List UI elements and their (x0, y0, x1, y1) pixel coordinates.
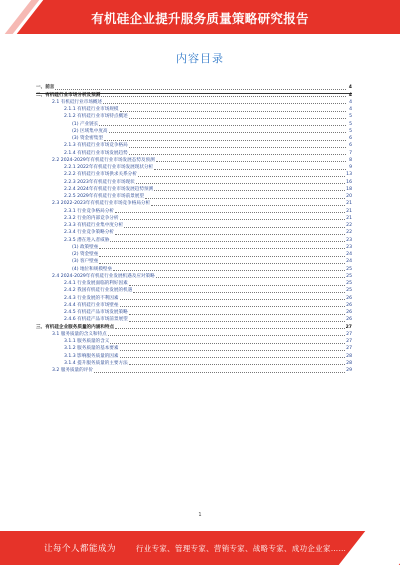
toc-entry-page: 25 (346, 288, 352, 294)
toc-entry[interactable] (36, 193, 352, 200)
toc-entry-label: 2.3 2022-2023年有机硅行业市场竞争格局分析 (52, 201, 151, 207)
report-header (0, 0, 400, 34)
toc-entry-label: 2.4.2 我国有机硅行业发展的机遇 (64, 288, 133, 294)
toc-leader-dots (115, 211, 345, 213)
toc-leader-dots (151, 204, 345, 206)
toc-leader-dots (120, 298, 346, 300)
toc-entry-label: 2.2 2024-2029年有机硅行业市场发展态势及预测 (52, 157, 155, 163)
toc-entry-page: 4 (348, 85, 352, 91)
toc-entry-page: 4 (349, 107, 352, 112)
toc-entry-page: 26 (346, 310, 352, 315)
toc-entry-page: 22 (346, 223, 352, 228)
toc-leader-dots (99, 247, 345, 249)
toc-entry-page: 21 (346, 201, 352, 207)
toc-entry-page: 27 (346, 339, 352, 344)
toc-entry[interactable] (36, 280, 352, 287)
toc-leader-dots (129, 313, 345, 315)
toc-leader-dots (109, 131, 346, 133)
report-title: 有机硅企业提升服务质量策略研究报告 (91, 11, 309, 26)
toc-leader-dots (129, 320, 345, 322)
toc-entry[interactable] (36, 316, 352, 323)
toc-entry-label: 2.4.5 有机硅产品市场发展策略 (64, 310, 128, 315)
toc-entry[interactable] (36, 345, 352, 352)
toc-leader-dots (101, 95, 346, 97)
toc-entry-label: 2.4 2024-2029年有机硅行业发展机遇及应对策略 (52, 273, 155, 279)
toc-entry-page: 7 (349, 150, 352, 156)
toc-entry-page: 22 (346, 230, 352, 236)
toc-entry-page: 24 (346, 259, 352, 265)
toc-entry[interactable] (36, 222, 352, 229)
footer-tags: 行业专家、管理专家、营销专家、战略专家、成功企业家…… (136, 544, 347, 553)
toc-entry-page: 25 (346, 281, 352, 286)
toc-entry-page: 28 (346, 353, 352, 359)
toc-entry-label: 2.2.3 2023年有机硅行业市场现状 (64, 179, 135, 185)
toc-entry[interactable] (36, 128, 352, 135)
toc-entry-label: (1) 产业链长 (72, 121, 99, 127)
toc-entry[interactable] (36, 302, 352, 309)
toc-entry-page: 4 (349, 99, 352, 105)
toc-entry[interactable] (36, 186, 352, 193)
toc-entry[interactable] (36, 207, 352, 214)
toc-entry[interactable] (36, 367, 352, 374)
toc-leader-dots (115, 327, 344, 329)
toc-leader-dots (99, 262, 345, 264)
toc-entry-label: 2.2.5 2029年有机硅行业市场前景展望 (64, 194, 144, 199)
toc-entry-label: 2.1.3 有机硅行业市场竞争格局 (64, 143, 128, 149)
toc-entry-label: 2.2.1 2022年有机硅行业市场发展现状分析 (64, 165, 154, 170)
toc-leader-dots (129, 284, 345, 286)
toc-entry[interactable] (36, 142, 352, 149)
toc-entry[interactable] (36, 106, 352, 113)
toc-entry-label: 2.4.1 行业发展面临的利好因素 (64, 281, 128, 286)
toc-entry[interactable] (36, 352, 352, 359)
toc-leader-dots (55, 88, 346, 90)
toc-entry-label: 2.1.4 有机硅行业市场发展趋势 (64, 150, 128, 156)
toc-leader-dots (129, 363, 345, 365)
toc-leader-dots (108, 334, 345, 336)
toc-entry-label: (3) 客户壁垒 (72, 259, 99, 265)
toc-entry-page: 5 (349, 114, 352, 120)
toc-leader-dots (120, 218, 346, 220)
toc-entry-page: 20 (346, 194, 352, 199)
toc-entry-page: 27 (346, 346, 352, 352)
toc-entry[interactable] (36, 331, 352, 338)
toc-leader-dots (120, 110, 347, 112)
toc-leader-dots (110, 240, 345, 242)
toc-heading: 内容目录 (176, 52, 224, 65)
toc-entry[interactable] (36, 251, 352, 258)
page-number: 1 (198, 512, 202, 518)
toc-entry-label: 3.1.4 提升服务质量的主要方法 (64, 360, 128, 366)
toc-entry[interactable] (36, 244, 352, 251)
toc-leader-dots (120, 349, 346, 351)
toc-entry[interactable] (36, 157, 352, 164)
toc-entry-label: (4) 地位和规模壁垒 (72, 266, 113, 272)
toc-leader-dots (156, 160, 346, 162)
toc-entry-label: 2.1.2 有机硅行业市场特点概述 (64, 114, 128, 120)
toc-leader-dots (94, 371, 345, 373)
toc-entry-label: 3.1.3 影响服务质量的因素 (64, 353, 119, 359)
toc-leader-dots (124, 226, 345, 228)
toc-leader-dots (103, 102, 346, 104)
toc-leader-dots (136, 182, 345, 184)
toc-entry-page: 27 (346, 331, 352, 337)
toc-entry-label: 3.1.1 服务质量的含义 (64, 339, 110, 344)
toc-leader-dots (110, 342, 345, 344)
toc-entry[interactable] (36, 294, 352, 301)
toc-entry-page: 9 (349, 165, 352, 170)
report-footer (0, 531, 400, 565)
toc-entry-page: 25 (346, 266, 352, 272)
toc-entry[interactable] (36, 178, 352, 185)
toc-entry-page: 27 (345, 324, 352, 330)
toc-entry-page: 24 (346, 252, 352, 257)
toc-entry-label: (2) 区域集中度高 (72, 128, 108, 134)
toc-entry[interactable] (36, 99, 352, 106)
toc-entry-label: 3.2 服务质量的评价 (52, 368, 93, 373)
toc-entry-page: 23 (346, 244, 352, 250)
toc-entry-label: 2.2.2 有机硅行业市场供求关系分析 (64, 172, 137, 178)
toc-entry-page: 28 (346, 360, 352, 366)
toc-entry-label: 3.1.2 服务质量的基本要素 (64, 346, 119, 352)
toc-entry-page: 5 (349, 128, 352, 134)
toc-entry[interactable] (36, 360, 352, 367)
toc-entry-label: 2.4.4 有机硅行业市场壁垒 (64, 302, 119, 308)
toc-entry[interactable] (36, 149, 352, 156)
toc-leader-dots (129, 146, 346, 148)
toc-leader-dots (99, 124, 346, 126)
toc-leader-dots (120, 305, 346, 307)
toc-entry-label: 2.3.3 有机硅行业集中度分析 (64, 223, 124, 228)
toc-entry[interactable] (36, 229, 352, 236)
toc-entry-page: 5 (349, 121, 352, 127)
toc-entry[interactable] (36, 200, 352, 207)
toc-leader-dots (120, 356, 346, 358)
toc-entry[interactable] (36, 135, 352, 142)
toc-entry-label: 3.1 服务质量的含义和特点 (52, 331, 107, 337)
toc-entry-page: 26 (346, 295, 352, 301)
toc-entry-label: 一、前言 (36, 85, 55, 91)
toc-leader-dots (115, 233, 345, 235)
toc-entry[interactable] (36, 171, 352, 178)
toc-entry-label: 2.3.4 行业竞争策略分析 (64, 230, 114, 236)
toc-leader-dots (99, 255, 345, 257)
toc-entry-page: 8 (349, 157, 352, 163)
toc-entry[interactable] (36, 287, 352, 294)
toc-entry[interactable] (36, 164, 352, 171)
toc-entry-label: 2.4.6 有机硅产品市场前景展望 (64, 317, 128, 323)
toc-entry-label: 2.1.1 有机硅行业市场规模 (64, 107, 119, 112)
toc-entry-label: (2) 资金壁垒 (72, 252, 99, 257)
toc-entry-label: 2.3.1 行业竞争格局分析 (64, 208, 114, 214)
toc-entry[interactable] (36, 215, 352, 222)
toc-entry-label: (3) 资金密集型 (72, 136, 103, 141)
toc-leader-dots (154, 189, 345, 191)
toc-entry-page: 16 (346, 179, 352, 185)
toc-entry[interactable] (36, 84, 352, 91)
toc-entry-page: 21 (346, 208, 352, 214)
toc-entry-page: 18 (346, 186, 352, 192)
toc-leader-dots (154, 168, 346, 170)
toc-entry[interactable] (36, 265, 352, 272)
toc-entry-label: 二、有机硅行业市场分析及预测 (36, 92, 101, 98)
toc-entry[interactable] (36, 113, 352, 120)
toc-entry[interactable] (36, 323, 352, 330)
toc-entry-label: 三、有机硅企业服务质量的内涵和特点 (36, 324, 115, 330)
toc-entry-page: 6 (349, 136, 352, 141)
toc-entry-label: 2.4.3 行业发展的不利因素 (64, 295, 119, 301)
toc-entry-label: 2.3.2 行业的内部竞争分析 (64, 215, 119, 221)
footer-slogan: 让每个人都能成为 (44, 544, 117, 554)
toc-entry[interactable] (36, 258, 352, 265)
toc-entry-page: 6 (349, 143, 352, 149)
toc-entry-label: 2.2.4 2024年有机硅行业市场发展趋势预测 (64, 186, 154, 192)
toc-entry-page: 25 (346, 273, 352, 279)
table-of-contents (36, 84, 352, 374)
toc-entry-page: 21 (346, 215, 352, 221)
toc-entry[interactable] (36, 338, 352, 345)
toc-entry-page: 23 (346, 237, 352, 243)
toc-leader-dots (129, 153, 346, 155)
toc-entry[interactable] (36, 309, 352, 316)
toc-leader-dots (156, 276, 345, 278)
toc-entry-page: 26 (346, 317, 352, 323)
toc-entry-label: (1) 政策壁垒 (72, 244, 99, 250)
toc-entry-page: 4 (348, 92, 352, 98)
toc-entry[interactable] (36, 91, 352, 98)
toc-entry-page: 29 (346, 368, 352, 373)
toc-entry-page: 26 (346, 302, 352, 308)
toc-leader-dots (113, 269, 345, 271)
toc-entry-label: 2.1 有机硅行业市场概述 (52, 99, 103, 105)
toc-leader-dots (104, 139, 346, 141)
toc-leader-dots (129, 117, 346, 119)
footer-decoration (339, 531, 400, 565)
toc-leader-dots (145, 197, 345, 199)
toc-entry-page: 13 (346, 172, 352, 178)
toc-entry-label: 2.3.5 潜在进入者威胁 (64, 237, 110, 243)
toc-leader-dots (133, 291, 345, 293)
toc-entry[interactable] (36, 236, 352, 243)
toc-entry[interactable] (36, 120, 352, 127)
toc-leader-dots (138, 175, 345, 177)
toc-entry[interactable] (36, 273, 352, 280)
